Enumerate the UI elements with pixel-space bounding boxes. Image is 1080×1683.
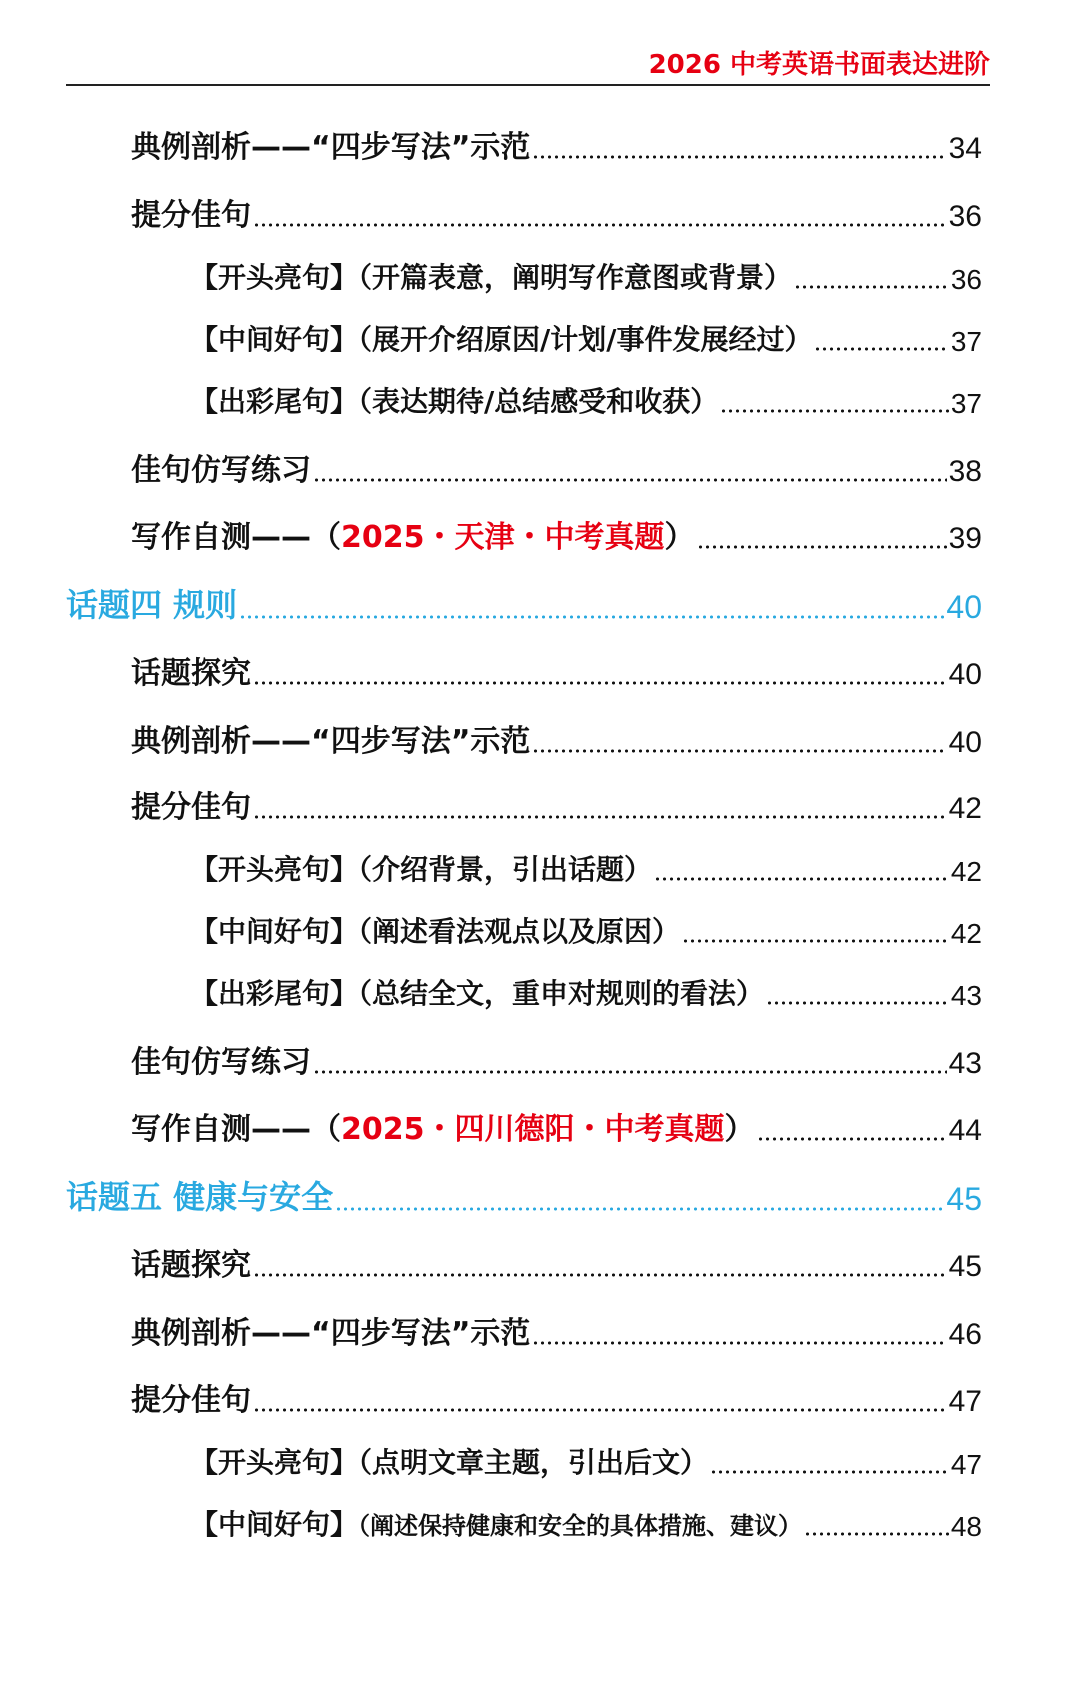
toc-section-entry[interactable] [131, 190, 982, 234]
toc-entry-label [190, 1503, 802, 1543]
toc-entry-tag: 【开头亮句】 [190, 1446, 359, 1479]
toc-entry-label [131, 1037, 311, 1081]
dot-leader [766, 1000, 949, 1006]
dot-leader [804, 1531, 949, 1537]
toc-entry-text: 话题探究 [131, 656, 251, 691]
toc-entry-text: 写作自测——（ [131, 520, 341, 555]
toc-subsection-entry[interactable] [190, 972, 982, 1012]
page-number: 40 [948, 658, 982, 691]
dot-leader [794, 284, 949, 290]
toc-entry-label [131, 512, 695, 556]
toc-entry-description: （开篇表意，阐明写作意图或背景） [358, 261, 793, 294]
toc-entry-label [131, 716, 530, 760]
page-number: 37 [950, 326, 982, 357]
page-number: 44 [948, 1114, 982, 1147]
page-number: 45 [948, 1250, 982, 1283]
toc-section-entry[interactable] [131, 1308, 982, 1352]
dot-leader [253, 680, 947, 686]
page-number: 45 [946, 1181, 982, 1217]
toc-entry-text: 话题五 健康与安全 [66, 1178, 334, 1216]
toc-section-entry[interactable] [131, 512, 982, 556]
dot-leader [313, 477, 947, 483]
page-number: 36 [948, 200, 982, 233]
dot-leader [253, 1272, 947, 1278]
toc-entry-text: 佳句仿写练习 [131, 453, 311, 488]
dot-leader [697, 544, 947, 550]
toc-chapter-entry[interactable] [66, 1172, 982, 1218]
book-title: 2026 中考英语书面表达进阶 [648, 50, 990, 80]
toc-entry-text-end: ） [664, 520, 695, 555]
toc-entry-description: （展开介绍原因/计划/事件发展经过） [358, 323, 813, 356]
toc-entry-description: （阐述看法观点以及原因） [358, 915, 681, 948]
dot-leader [313, 1069, 947, 1075]
page-number: 43 [950, 980, 982, 1011]
toc-section-entry[interactable] [131, 445, 982, 489]
toc-chapter-entry[interactable] [66, 580, 982, 626]
page-number: 43 [948, 1047, 982, 1080]
page-number: 34 [948, 132, 982, 165]
toc-section-entry[interactable] [131, 782, 982, 826]
toc-entry-text-end: ） [724, 1112, 755, 1147]
toc-entry-text: 提分佳句 [131, 1383, 251, 1418]
page-number: 39 [948, 522, 982, 555]
toc-entry-label [190, 848, 652, 888]
toc-section-entry[interactable] [131, 1375, 982, 1419]
page-number: 38 [948, 455, 982, 488]
toc-entry-label [131, 445, 311, 489]
toc-entry-label [190, 972, 764, 1012]
page-number: 42 [950, 856, 982, 887]
toc-entry-tag: 【中间好句】 [190, 323, 359, 356]
toc-subsection-entry[interactable] [190, 910, 982, 950]
toc-entry-text: 提分佳句 [131, 790, 251, 825]
toc-entry-tag: 【开头亮句】 [190, 261, 359, 294]
toc-entry-tag: 【开头亮句】 [190, 853, 359, 886]
toc-subsection-entry[interactable] [190, 256, 982, 296]
toc-subsection-entry[interactable] [190, 380, 982, 420]
toc-entry-text: 写作自测——（ [131, 1112, 341, 1147]
toc-entry-label [131, 1104, 755, 1148]
toc-subsection-entry[interactable] [190, 848, 982, 888]
toc-entry-label [190, 256, 792, 296]
toc-entry-text: 话题探究 [131, 1248, 251, 1283]
toc-entry-text: 典例剖析——“四步写法”示范 [131, 724, 531, 759]
toc-entry-label [131, 1375, 251, 1419]
page-number: 47 [950, 1449, 982, 1480]
exam-source-highlight: 2025・四川德阳・中考真题 [341, 1112, 725, 1147]
page-number: 47 [948, 1385, 982, 1418]
toc-section-entry[interactable] [131, 648, 982, 692]
toc-entry-description: （点明文章主题，引出后文） [358, 1446, 709, 1479]
toc-entry-label [66, 1172, 333, 1218]
dot-leader [532, 154, 946, 160]
toc-entry-tag: 【中间好句】 [190, 1508, 359, 1541]
dot-leader [239, 614, 944, 620]
dot-leader [335, 1206, 944, 1212]
toc-entry-text: 佳句仿写练习 [131, 1045, 311, 1080]
toc-entry-tag: 【出彩尾句】 [190, 977, 359, 1010]
toc-entry-label [131, 1308, 530, 1352]
page-number: 46 [948, 1318, 982, 1351]
page-number: 37 [950, 388, 982, 419]
toc-entry-label [66, 580, 237, 626]
page-number: 36 [950, 264, 982, 295]
toc-entry-tag: 【出彩尾句】 [190, 385, 359, 418]
toc-entry-tag: 【中间好句】 [190, 915, 359, 948]
toc-entry-text: 典例剖析——“四步写法”示范 [131, 130, 531, 165]
toc-entry-text: 话题四 规则 [66, 586, 238, 624]
dot-leader [654, 876, 949, 882]
toc-entry-label [131, 782, 251, 826]
toc-entry-label [131, 1240, 251, 1284]
toc-entry-label [190, 910, 680, 950]
toc-entry-label [190, 1441, 708, 1481]
page-number: 42 [948, 792, 982, 825]
toc-section-entry[interactable] [131, 1037, 982, 1081]
toc-subsection-entry[interactable] [190, 1503, 982, 1543]
page-number: 42 [950, 918, 982, 949]
toc-section-entry[interactable] [131, 1104, 982, 1148]
toc-entry-text: 提分佳句 [131, 198, 251, 233]
toc-section-entry[interactable] [131, 1240, 982, 1284]
dot-leader [253, 814, 947, 820]
dot-leader [532, 1340, 946, 1346]
toc-entry-description: （阐述保持健康和安全的具体措施、建议） [358, 1512, 803, 1540]
toc-subsection-entry[interactable] [190, 318, 982, 358]
page-number: 48 [950, 1511, 982, 1542]
exam-source-highlight: 2025・天津・中考真题 [341, 520, 665, 555]
page-number: 40 [948, 726, 982, 759]
toc-entry-description: （总结全文，重申对规则的看法） [358, 977, 765, 1010]
toc-entry-label [131, 190, 251, 234]
toc-entry-label [131, 648, 251, 692]
toc-entry-label [190, 380, 718, 420]
dot-leader [532, 748, 946, 754]
toc-subsection-entry[interactable] [190, 1441, 982, 1481]
toc-entry-description: （表达期待/总结感受和收获） [358, 385, 719, 418]
toc-entry-label [131, 122, 530, 166]
toc-entry-text: 典例剖析——“四步写法”示范 [131, 1316, 531, 1351]
dot-leader [253, 222, 947, 228]
dot-leader [710, 1469, 949, 1475]
page-number: 40 [946, 589, 982, 625]
dot-leader [814, 346, 948, 352]
dot-leader [253, 1407, 947, 1413]
toc-section-entry[interactable] [131, 716, 982, 760]
dot-leader [720, 408, 949, 414]
toc-entry-label [190, 318, 812, 358]
toc-section-entry[interactable] [131, 122, 982, 166]
dot-leader [757, 1136, 947, 1142]
dot-leader [682, 938, 949, 944]
toc-entry-description: （介绍背景，引出话题） [358, 853, 653, 886]
